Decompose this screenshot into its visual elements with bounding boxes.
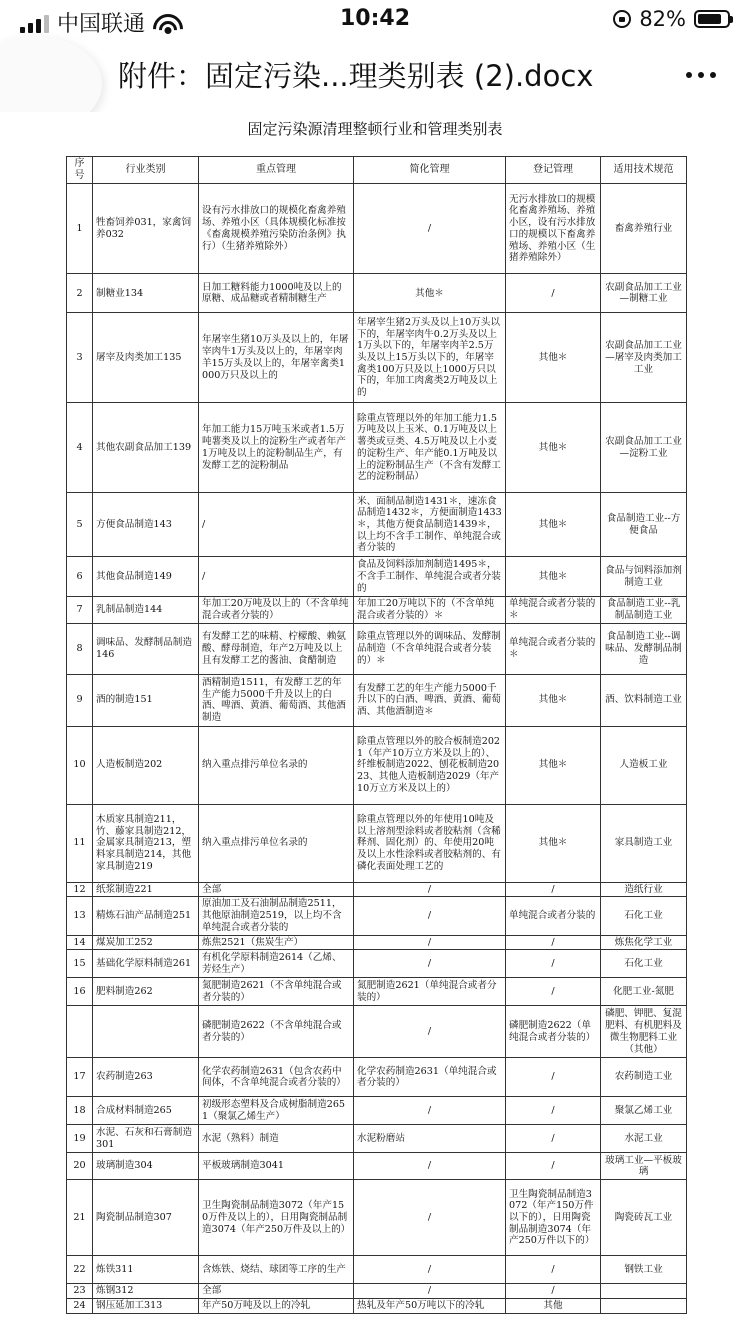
table-cell-industry: 水泥、石灰和石膏制造301 [93,1125,199,1153]
table-cell-spec: 水泥工业 [601,1125,687,1153]
table-cell-no: 20 [67,1153,93,1180]
table-row [67,882,687,897]
table-cell-key: 卫生陶瓷制品制造3072（年产150万件及以上的），日用陶瓷制品制造3074（年产250万件及以上的） [199,1180,354,1256]
table-row [67,935,687,950]
header-cell: 序号 [67,157,93,184]
table-cell-spec: 石化工业 [601,950,687,978]
table-cell-no: 3 [67,313,93,403]
table-cell-spec: 炼焦化学工业 [601,935,687,950]
table-cell-industry [93,1006,199,1058]
table-cell-reg: 其他＊ [506,313,601,403]
table-cell-no: 10 [67,726,93,804]
table-cell-industry: 精炼石油产品制造251 [93,897,199,935]
orientation-lock-icon [613,10,631,28]
table-cell-spec [601,1299,687,1314]
table-cell-spec: 磷肥、钾肥、复混肥料、有机肥料及微生物肥料工业（其他） [601,1006,687,1058]
table-row [67,1256,687,1284]
table-cell-no: 6 [67,557,93,597]
table-cell-simple: 氮肥制造2621（单纯混合或者分装的） [354,978,506,1006]
table-cell-key: 平板玻璃制造3041 [199,1153,354,1180]
table-cell-industry: 牲畜饲养031，家禽饲养032 [93,184,199,274]
table-cell-spec [601,1284,687,1299]
table-cell-reg: / [506,1153,601,1180]
table-row [67,1284,687,1299]
header-cell: 行业类别 [93,157,199,184]
table-cell-key: 酒精制造1511，有发酵工艺的年生产能力5000千升及以上的白酒、啤酒、黄酒、葡萄酒、其他酒制造 [199,674,354,726]
table-cell-reg: 磷肥制造2622（单纯混合或者分装的） [506,1006,601,1058]
table-cell-simple: / [354,1153,506,1180]
table-row [67,1125,687,1153]
table-cell-key: 原油加工及石油制品制造2511，其他原油制造2519，以上均不含单纯混合或者分装的 [199,897,354,935]
table-row [67,184,687,274]
table-cell-no [67,1006,93,1058]
battery-percent: 82% [639,7,686,31]
table-cell-reg: / [506,935,601,950]
table-cell-simple: 其他＊ [354,274,506,313]
table-cell-key: 纳入重点排污单位名录的 [199,726,354,804]
table-cell-no: 23 [67,1284,93,1299]
table-cell-no: 15 [67,950,93,978]
table-cell-simple: / [354,1284,506,1299]
table-cell-key: 磷肥制造2622（不含单纯混合或者分装的） [199,1006,354,1058]
table-cell-spec: 农副食品加工工业—淀粉工业 [601,403,687,493]
table-cell-no: 9 [67,674,93,726]
table-cell-industry: 方便食品制造143 [93,493,199,557]
table-cell-no: 11 [67,804,93,882]
table-cell-industry: 炼铁311 [93,1256,199,1284]
table-cell-simple: / [354,935,506,950]
table-cell-industry: 人造板制造202 [93,726,199,804]
table-cell-no: 21 [67,1180,93,1256]
table-cell-simple: / [354,1006,506,1058]
table-cell-reg: 其他＊ [506,403,601,493]
table-cell-spec: 食品制造工业--方便食品 [601,493,687,557]
table-cell-reg: 其他＊ [506,557,601,597]
table-cell-simple: 年加工20万吨以下的（不含单纯混合或者分装的）＊ [354,597,506,623]
table-cell-key: 化学农药制造2631（包含农药中间体，不含单纯混合或者分装的） [199,1058,354,1097]
table-cell-key: 有机化学原料制造2614（乙烯、芳烃生产） [199,950,354,978]
table-cell-reg: 单纯混合或者分装的＊ [506,597,601,623]
table-row [67,978,687,1006]
table-cell-reg: / [506,274,601,313]
table-row [67,674,687,726]
table-cell-industry: 其他食品制造149 [93,557,199,597]
table-cell-simple: / [354,897,506,935]
table-row [67,1153,687,1180]
table-cell-simple: 有发酵工艺的年生产能力5000千升以下的白酒、啤酒、黄酒、葡萄酒、其他酒制造＊ [354,674,506,726]
table-cell-simple: 除重点管理以外的年加工能力1.5万吨及以上玉米、0.1万吨及以上薯类或豆类、4.5万吨及以上小麦的淀粉生产、年产能0.1万吨及以上的淀粉制品生产（不含有发酵工艺的淀粉制品） [354,403,506,493]
table-cell-key: 炼焦2521（焦炭生产） [199,935,354,950]
table-cell-industry: 玻璃制造304 [93,1153,199,1180]
table-cell-reg: / [506,1284,601,1299]
table-cell-reg: 无污水排放口的规模化畜禽养殖场、养殖小区，设有污水排放口的规模以下畜禽养殖场、养殖小区（生猪养殖除外） [506,184,601,274]
table-cell-reg: / [506,1058,601,1097]
table-cell-industry: 屠宰及肉类加工135 [93,313,199,403]
table-cell-industry: 农药制造263 [93,1058,199,1097]
table-cell-spec: 畜禽养殖行业 [601,184,687,274]
battery-icon [694,10,730,28]
table-cell-simple: 水泥粉磨站 [354,1125,506,1153]
table-cell-no: 13 [67,897,93,935]
table-cell-key: 有发酵工艺的味精、柠檬酸、赖氨酸、酵母制造，年产2万吨及以上且有发酵工艺的酱油、食醋制造 [199,623,354,674]
table-cell-no: 12 [67,882,93,897]
table-row [67,403,687,493]
table-cell-reg: / [506,1125,601,1153]
table-cell-key: 初级形态塑料及合成树脂制造2651（聚氯乙烯生产） [199,1097,354,1125]
table-cell-industry: 制糖业134 [93,274,199,313]
table-row [67,597,687,623]
table-cell-reg: 其他＊ [506,674,601,726]
table-row [67,1180,687,1256]
table-cell-reg: 其他＊ [506,726,601,804]
table-row [67,726,687,804]
carrier-name: 中国联通 [57,12,146,37]
table-cell-key: 纳入重点排污单位名录的 [199,804,354,882]
table-cell-spec: 聚氯乙烯工业 [601,1097,687,1125]
table-row [67,274,687,313]
table-cell-spec: 化肥工业-氮肥 [601,978,687,1006]
table-cell-simple: / [354,184,506,274]
document-view[interactable] [0,112,750,1333]
table-cell-no: 1 [67,184,93,274]
table-cell-spec: 人造板工业 [601,726,687,804]
table-cell-no: 8 [67,623,93,674]
table-cell-simple: 化学农药制造2631（单纯混合或者分装的） [354,1058,506,1097]
table-cell-reg: 其他＊ [506,493,601,557]
table-cell-industry: 基础化学原料制造261 [93,950,199,978]
document-name: 附件：固定污染...理类别表 (2).docx [118,59,594,93]
table-cell-spec: 农副食品加工工业—屠宰及肉类加工工业 [601,313,687,403]
more-icon[interactable] [686,72,716,78]
table-cell-spec: 玻璃工业—平板玻璃 [601,1153,687,1180]
table-cell-no: 22 [67,1256,93,1284]
table-cell-spec: 钢铁工业 [601,1256,687,1284]
table-cell-industry: 酒的制造151 [93,674,199,726]
table-cell-reg: / [506,1256,601,1284]
table-cell-spec: 造纸行业 [601,882,687,897]
table-cell-industry: 陶瓷制品制造307 [93,1180,199,1256]
category-table [66,156,687,1314]
table-row [67,1058,687,1097]
table-row [67,557,687,597]
table-cell-reg: / [506,950,601,978]
table-cell-spec: 食品制造工业--乳制品制造工业 [601,597,687,623]
table-cell-no: 19 [67,1125,93,1153]
table-cell-no: 4 [67,403,93,493]
table-cell-key: 年加工20万吨及以上的（不含单纯混合或者分装的） [199,597,354,623]
table-cell-spec: 农副食品加工工业—制糖工业 [601,274,687,313]
table-row [67,1097,687,1125]
table-cell-simple: / [354,1180,506,1256]
status-bar [0,0,750,40]
table-cell-reg: / [506,1097,601,1125]
table-cell-reg: 卫生陶瓷制品制造3072（年产150万件以下的），日用陶瓷制品制造3074（年产250万件以下的） [506,1180,601,1256]
table-cell-spec: 食品与饲料添加剂制造工业 [601,557,687,597]
table-cell-no: 16 [67,978,93,1006]
table-cell-industry: 其他农副食品加工139 [93,403,199,493]
table-cell-key: 含炼铁、烧结、球团等工序的生产 [199,1256,354,1284]
document-title: 固定污染源清理整顿行业和管理类别表 [247,120,503,138]
table-cell-reg: 其他＊ [506,804,601,882]
table-cell-simple: / [354,950,506,978]
table-row [67,950,687,978]
table-cell-simple: 年屠宰生猪2万头及以上10万头以下的，年屠宰肉牛0.2万头及以上1万头以下的，年屠宰肉羊2.5万头及以上15万头以下的，年屠宰禽类100万只及以上1000万只以下的，年加工肉禽类2万吨及以上的 [354,313,506,403]
table-cell-reg: 单纯混合或者分装的＊ [506,623,601,674]
table-cell-industry: 炼钢312 [93,1284,199,1299]
table-cell-simple: / [354,1097,506,1125]
table-cell-no: 17 [67,1058,93,1097]
table-cell-key: / [199,557,354,597]
table-cell-no: 7 [67,597,93,623]
table-cell-spec: 农药制造工业 [601,1058,687,1097]
nav-bar [0,40,750,112]
table-cell-spec: 陶瓷砖瓦工业 [601,1180,687,1256]
table-cell-simple: 除重点管理以外的调味品、发酵制品制造（不含单纯混合或者分装的）＊ [354,623,506,674]
table-cell-key: 年加工能力15万吨玉米或者1.5万吨薯类及以上的淀粉生产或者年产1万吨及以上的淀粉制品生产，有发酵工艺的淀粉制品 [199,403,354,493]
table-row [67,493,687,557]
table-cell-reg: / [506,882,601,897]
table-cell-spec: 食品制造工业--调味品、发酵制品制造 [601,623,687,674]
table-cell-industry: 乳制品制造144 [93,597,199,623]
table-row [67,313,687,403]
header-cell: 适用技术规范 [601,157,687,184]
table-header-row [67,157,687,184]
table-cell-no: 5 [67,493,93,557]
header-cell: 简化管理 [354,157,506,184]
table-cell-spec: 家具制造工业 [601,804,687,882]
table-row [67,897,687,935]
table-row [67,804,687,882]
status-right [613,7,730,31]
table-cell-key: 日加工糖料能力1000吨及以上的原糖、成品糖或者精制糖生产 [199,274,354,313]
table-cell-key: 全部 [199,882,354,897]
table-cell-simple: 除重点管理以外的年使用10吨及以上溶剂型涂料或者胶粘剂（含稀释剂、固化剂）的、年使用20吨及以上水性涂料或者胶粘剂的、有磷化表面处理工艺的 [354,804,506,882]
table-cell-key: 设有污水排放口的规模化畜禽养殖场、养殖小区（具体规模化标准按《畜禽规模养殖污染防治条例》执行）（生猪养殖除外） [199,184,354,274]
table-cell-reg: / [506,978,601,1006]
table-cell-simple: 热轧及年产50万吨以下的冷轧 [354,1299,506,1314]
table-cell-key: 全部 [199,1284,354,1299]
table-cell-reg: 单纯混合或者分装的 [506,897,601,935]
table-cell-simple: 食品及饲料添加剂制造1495＊，不含手工制作、单纯混合或者分装的 [354,557,506,597]
header-cell: 重点管理 [199,157,354,184]
table-cell-no: 2 [67,274,93,313]
table-row [67,1299,687,1314]
table-row [67,1006,687,1058]
table-cell-no: 18 [67,1097,93,1125]
table-cell-reg: 其他 [506,1299,601,1314]
status-time: 10:42 [339,6,411,31]
table-cell-key: / [199,493,354,557]
table-cell-key: 年屠宰生猪10万头及以上的，年屠宰肉牛1万头及以上的，年屠宰肉羊15万头及以上的，年屠宰禽类1000万只及以上的 [199,313,354,403]
header-cell: 登记管理 [506,157,601,184]
table-cell-simple: / [354,882,506,897]
table-cell-key: 年产50万吨及以上的冷轧 [199,1299,354,1314]
table-cell-industry: 肥料制造262 [93,978,199,1006]
table-cell-simple: / [354,1256,506,1284]
table-cell-industry: 调味品、发酵制品制造146 [93,623,199,674]
table-cell-industry: 合成材料制造265 [93,1097,199,1125]
table-cell-industry: 木质家具制造211，竹、藤家具制造212，金属家具制造213，塑料家具制造214，其他家具制造219 [93,804,199,882]
table-cell-industry: 纸浆制造221 [93,882,199,897]
table-cell-spec: 石化工业 [601,897,687,935]
table-cell-simple: 米、面制品制造1431＊，速冻食品制造1432＊，方便面制造1433＊，其他方便食品制造1439＊，以上均不含手工制作、单纯混合或者分装的 [354,493,506,557]
table-cell-spec: 酒、饮料制造工业 [601,674,687,726]
table-cell-industry: 煤炭加工252 [93,935,199,950]
table-cell-no: 24 [67,1299,93,1314]
table-cell-industry: 钢压延加工313 [93,1299,199,1314]
table-cell-no: 14 [67,935,93,950]
table-row [67,623,687,674]
table-cell-simple: 除重点管理以外的胶合板制造2021（年产10万立方米及以上的）、纤维板制造2022、刨花板制造2023、其他人造板制造2029（年产10万立方米及以上的） [354,726,506,804]
table-cell-key: 水泥（熟料）制造 [199,1125,354,1153]
table-cell-key: 氮肥制造2621（不含单纯混合或者分装的） [199,978,354,1006]
